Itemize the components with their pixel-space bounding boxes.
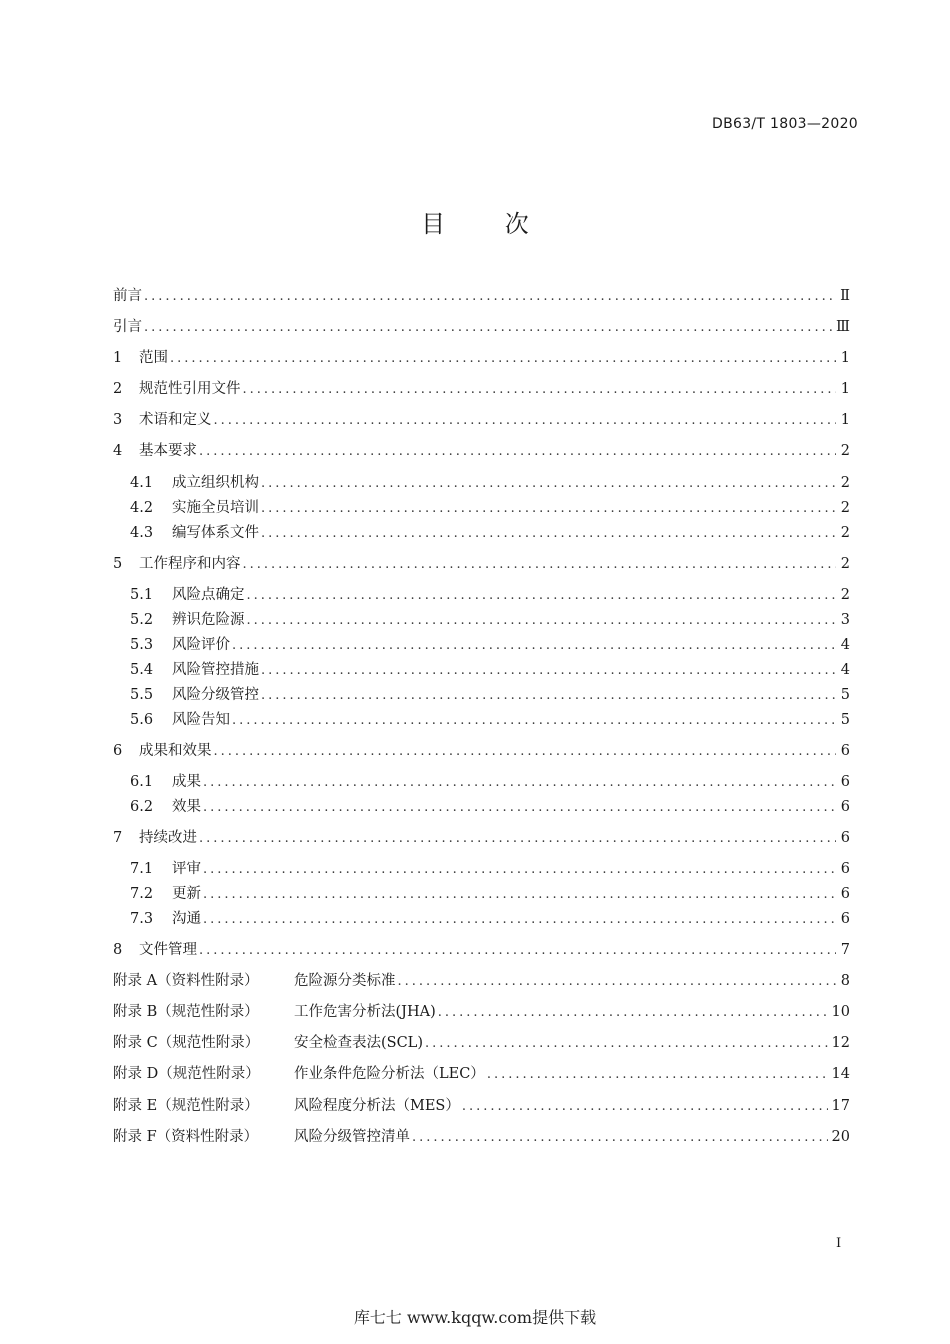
toc-entry-page: 2: [840, 587, 850, 603]
toc-entry-number: 4: [113, 443, 123, 459]
toc-entry[interactable]: [130, 795, 850, 819]
toc-entry-page: 5: [840, 687, 850, 703]
toc-entry[interactable]: [130, 857, 850, 881]
toc-entry-title: 成立组织机构: [172, 475, 259, 491]
toc-entry-number: 7: [113, 830, 123, 846]
toc-entry[interactable]: [113, 739, 850, 763]
toc-entry-page: 2: [840, 556, 850, 572]
toc-entry-number: 5.3: [130, 637, 154, 653]
toc-entry[interactable]: [113, 1031, 850, 1055]
toc-entry-title: 工作危害分析法(JHA): [294, 1004, 436, 1020]
toc-entry-page: 6: [840, 830, 850, 846]
toc-entry-page: Ⅱ: [840, 288, 850, 304]
toc-leader-dots: [462, 1095, 828, 1119]
toc-entry[interactable]: [113, 346, 850, 370]
toc-entry[interactable]: [113, 826, 850, 850]
toc-entry-number: 附录 B（规范性附录）: [113, 1004, 259, 1020]
toc-entry-page: 2: [840, 500, 850, 516]
toc-leader-dots: [232, 709, 836, 733]
toc-entry[interactable]: [113, 377, 850, 401]
toc-entry-title: 引言: [113, 319, 142, 335]
toc-entry[interactable]: [113, 284, 850, 308]
toc-leader-dots: [261, 522, 836, 546]
toc-entry[interactable]: [130, 683, 850, 707]
toc-entry[interactable]: [113, 408, 850, 432]
toc-entry-title: 风险分级管控: [172, 687, 259, 703]
toc-entry-title: 成果: [172, 774, 201, 790]
toc-entry-page: 8: [840, 973, 850, 989]
toc-entry-page: 2: [840, 475, 850, 491]
toc-entry-page: 3: [840, 612, 850, 628]
toc-entry[interactable]: [130, 496, 850, 520]
toc-entry-page: 2: [840, 443, 850, 459]
toc-entry-title: 评审: [172, 861, 201, 877]
toc-entry-number: 6.1: [130, 774, 154, 790]
toc-entry[interactable]: [130, 882, 850, 906]
toc-entry-title: 风险管控措施: [172, 662, 259, 678]
toc-entry-number: 4.3: [130, 525, 154, 541]
toc-entry-page: 20: [831, 1129, 850, 1145]
toc-entry-page: Ⅲ: [836, 319, 850, 335]
toc-entry-title: 风险评价: [172, 637, 230, 653]
toc-entry-page: 1: [840, 350, 850, 366]
toc-entry[interactable]: [113, 552, 850, 576]
toc-entry-title: 编写体系文件: [172, 525, 259, 541]
toc-entry-number: 2: [113, 381, 123, 397]
toc-leader-dots: [243, 378, 837, 402]
toc-entry-title: 风险程度分析法（MES）: [294, 1098, 460, 1114]
toc-entry-number: 1: [113, 350, 123, 366]
toc-entry-number: 4.1: [130, 475, 154, 491]
toc-entry-page: 1: [840, 412, 850, 428]
toc-leader-dots: [203, 771, 836, 795]
toc-entry-page: 14: [831, 1066, 850, 1082]
toc-entry-title: 安全检查表法(SCL): [294, 1035, 423, 1051]
toc-entry[interactable]: [113, 1094, 850, 1118]
toc-entry[interactable]: [113, 315, 850, 339]
toc-entry[interactable]: [130, 521, 850, 545]
toc-leader-dots: [203, 908, 836, 932]
toc-entry-number: 8: [113, 942, 123, 958]
toc-entry[interactable]: [130, 608, 850, 632]
toc-entry-page: 6: [840, 799, 850, 815]
toc-entry-title: 术语和定义: [139, 412, 212, 428]
toc-leader-dots: [170, 347, 836, 371]
toc-entry-number: 6.2: [130, 799, 154, 815]
footer-watermark: 库七七 www.kqqw.com提供下载: [353, 1308, 597, 1327]
toc-entry-title: 效果: [172, 799, 201, 815]
toc-entry-page: 4: [840, 662, 850, 678]
toc-entry-title: 作业条件危险分析法（LEC）: [294, 1066, 485, 1082]
toc-entry-page: 6: [840, 743, 850, 759]
toc-entry-title: 风险点确定: [172, 587, 245, 603]
toc-entry-title: 基本要求: [139, 443, 197, 459]
toc-entry[interactable]: [130, 633, 850, 657]
toc-entry-title: 危险源分类标准: [294, 973, 396, 989]
toc-leader-dots: [261, 497, 836, 521]
toc-entry-title: 沟通: [172, 911, 201, 927]
toc-entry-number: 附录 F（资料性附录）: [113, 1129, 259, 1145]
toc-entry-page: 10: [831, 1004, 850, 1020]
toc-entry-title: 辨识危险源: [172, 612, 245, 628]
toc-entry-page: 12: [831, 1035, 850, 1051]
toc-leader-dots: [199, 827, 836, 851]
toc-entry[interactable]: [113, 969, 850, 993]
toc-leader-dots: [425, 1032, 828, 1056]
toc-leader-dots: [203, 883, 836, 907]
toc-entry-number: 7.3: [130, 911, 154, 927]
toc-entry-number: 5.4: [130, 662, 154, 678]
toc-entry-title: 成果和效果: [139, 743, 212, 759]
toc-entry[interactable]: [130, 583, 850, 607]
toc-leader-dots: [203, 858, 836, 882]
toc-leader-dots: [398, 970, 837, 994]
toc-entry-page: 6: [840, 861, 850, 877]
toc-entry[interactable]: [130, 907, 850, 931]
toc-leader-dots: [438, 1001, 828, 1025]
toc-entry-page: 17: [831, 1098, 850, 1114]
toc-entry-title: 文件管理: [139, 942, 197, 958]
toc-leader-dots: [203, 796, 836, 820]
toc-entry-number: 附录 D（规范性附录）: [113, 1066, 260, 1082]
toc-entry-number: 7.1: [130, 861, 154, 877]
toc-entry-title: 更新: [172, 886, 201, 902]
toc-entry[interactable]: [130, 471, 850, 495]
toc-entry[interactable]: [113, 1062, 850, 1086]
toc-entry-number: 3: [113, 412, 123, 428]
toc-leader-dots: [232, 634, 836, 658]
toc-leader-dots: [247, 584, 837, 608]
toc-entry-page: 7: [840, 942, 850, 958]
toc-entry-page: 6: [840, 774, 850, 790]
toc-entry-page: 6: [840, 886, 850, 902]
toc-leader-dots: [261, 659, 836, 683]
toc-leader-dots: [261, 684, 836, 708]
toc-entry[interactable]: [113, 1125, 850, 1149]
toc-entry-number: 5.5: [130, 687, 154, 703]
toc-entry[interactable]: [113, 439, 850, 463]
toc-entry-title: 风险告知: [172, 712, 230, 728]
toc-entry-number: 5: [113, 556, 123, 572]
page-title: 目 次: [421, 210, 555, 238]
page-number: I: [836, 1236, 842, 1251]
toc-entry-title: 持续改进: [139, 830, 197, 846]
toc-leader-dots: [243, 553, 837, 577]
standard-code: DB63/T 1803—2020: [712, 116, 858, 132]
toc-entry-number: 6: [113, 743, 123, 759]
toc-leader-dots: [144, 285, 836, 309]
toc-entry-title: 工作程序和内容: [139, 556, 241, 572]
toc-leader-dots: [199, 939, 836, 963]
toc-leader-dots: [214, 740, 837, 764]
toc-entry[interactable]: [130, 658, 850, 682]
toc-entry[interactable]: [130, 770, 850, 794]
toc-leader-dots: [487, 1063, 828, 1087]
toc-entry-number: 5.6: [130, 712, 154, 728]
toc-entry-title: 范围: [139, 350, 168, 366]
toc-entry-number: 附录 C（规范性附录）: [113, 1035, 260, 1051]
toc-entry-number: 附录 E（规范性附录）: [113, 1098, 259, 1114]
toc-entry[interactable]: [113, 938, 850, 962]
toc-entry-page: 1: [840, 381, 850, 397]
toc-entry-page: 4: [840, 637, 850, 653]
toc-entry-number: 附录 A（资料性附录）: [113, 973, 259, 989]
toc-entry-number: 5.1: [130, 587, 154, 603]
toc-entry-title: 前言: [113, 288, 142, 304]
toc-entry[interactable]: [130, 708, 850, 732]
toc-entry-title: 风险分级管控清单: [294, 1129, 410, 1145]
toc-entry-number: 5.2: [130, 612, 154, 628]
toc-entry-page: 2: [840, 525, 850, 541]
toc-entry-number: 7.2: [130, 886, 154, 902]
toc-entry-number: 4.2: [130, 500, 154, 516]
toc-entry-page: 5: [840, 712, 850, 728]
toc-leader-dots: [412, 1126, 828, 1150]
toc-leader-dots: [144, 316, 832, 340]
toc-entry-page: 6: [840, 911, 850, 927]
toc-entry-title: 规范性引用文件: [139, 381, 241, 397]
toc-leader-dots: [199, 440, 836, 464]
toc-leader-dots: [247, 609, 837, 633]
toc-leader-dots: [214, 409, 837, 433]
toc-leader-dots: [261, 472, 836, 496]
toc-entry[interactable]: [113, 1000, 850, 1024]
toc-entry-title: 实施全员培训: [172, 500, 259, 516]
